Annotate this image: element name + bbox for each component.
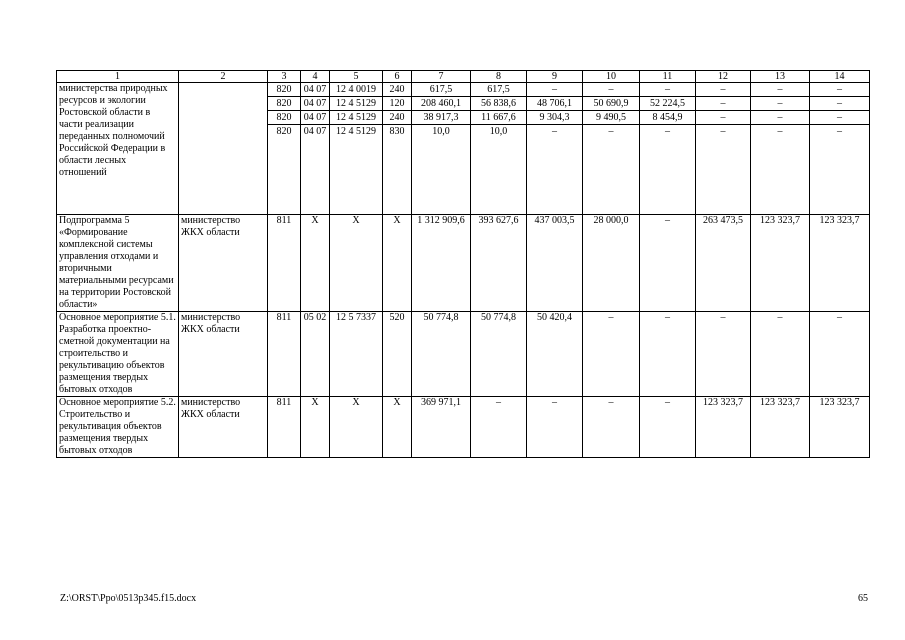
table-cell: – [751,97,810,111]
header-cell: 10 [583,71,640,83]
header-cell: 9 [527,71,583,83]
table-cell: – [810,97,870,111]
footer-file-path: Z:\ORST\Ppo\0513p345.f15.docx [60,593,197,604]
header-cell: 11 [640,71,696,83]
table-cell: – [696,312,751,397]
table-cell: 811 [268,312,301,397]
row-name-subprogram-5: Подпрограмма 5 «Формирование комплексной системы управления отходами и вторичными материальными ресурсами на территории Ростовской области» [57,215,179,312]
table-row [57,215,870,312]
table-cell: Х [383,215,412,312]
row-org-empty [179,83,268,215]
table-cell: 240 [383,111,412,125]
table-cell: – [583,397,640,458]
table-cell: – [696,111,751,125]
table-cell: 820 [268,83,301,97]
table-cell: 52 224,5 [640,97,696,111]
table-cell: 9 304,3 [527,111,583,125]
table-cell: – [640,215,696,312]
table-cell: 617,5 [471,83,527,97]
table-cell: Х [301,397,330,458]
table-row [57,397,870,458]
table-cell: 50 774,8 [471,312,527,397]
table-cell: 04 07 [301,83,330,97]
table-cell: 120 [383,97,412,111]
table-cell: 50 774,8 [412,312,471,397]
table-cell: 240 [383,83,412,97]
table-cell: 8 454,9 [640,111,696,125]
table-cell: – [696,97,751,111]
table-cell: – [471,397,527,458]
table-cell: 48 706,1 [527,97,583,111]
header-cell: 12 [696,71,751,83]
table-cell: 123 323,7 [751,397,810,458]
header-cell: 6 [383,71,412,83]
table-cell: 04 07 [301,125,330,215]
table-cell: 12 4 5129 [330,111,383,125]
table-cell: – [583,312,640,397]
table-cell: – [751,312,810,397]
table-cell: 12 5 7337 [330,312,383,397]
table-cell: – [527,125,583,215]
row-org: министерство ЖКХ области [179,215,268,312]
table-cell: – [810,125,870,215]
table-cell: 50 420,4 [527,312,583,397]
table-cell: 04 07 [301,111,330,125]
table-cell: 04 07 [301,97,330,111]
table-cell: Х [383,397,412,458]
table-cell: 811 [268,397,301,458]
header-cell: 8 [471,71,527,83]
table-cell: – [751,111,810,125]
table-cell: 820 [268,125,301,215]
table-cell: – [640,312,696,397]
table-cell: 208 460,1 [412,97,471,111]
table-cell: 820 [268,97,301,111]
table-cell: 369 971,1 [412,397,471,458]
table-cell: 811 [268,215,301,312]
table-cell: 11 667,6 [471,111,527,125]
table-cell: 123 323,7 [696,397,751,458]
row-name-ministry-natural-resources: министерства природных ресурсов и экологии Ростовской области в части реализации переданных полномочий Российской Федерации в области лесных отношений [57,83,179,215]
table-cell: 393 627,6 [471,215,527,312]
header-cell: 1 [57,71,179,83]
table-cell: – [751,83,810,97]
row-name-activity-5-2: Основное мероприятие 5.2. Строительство и рекультивация объектов размещения твердых бытовых отходов [57,397,179,458]
table-row [57,83,870,97]
page-number: 65 [858,593,868,604]
table-cell: – [640,125,696,215]
table-cell: 50 690,9 [583,97,640,111]
header-cell: 5 [330,71,383,83]
table-cell: – [696,125,751,215]
table-cell: 123 323,7 [810,215,870,312]
table-cell: 123 323,7 [751,215,810,312]
table-cell: – [527,397,583,458]
table-cell: – [751,125,810,215]
header-cell: 3 [268,71,301,83]
table-cell: 28 000,0 [583,215,640,312]
table-cell: 9 490,5 [583,111,640,125]
table-cell: 56 838,6 [471,97,527,111]
table-cell: 830 [383,125,412,215]
table-cell: Х [330,215,383,312]
row-name-activity-5-1: Основное мероприятие 5.1. Разработка проектно-сметной документации на строительство и рекультивацию объектов размещения твердых бытовых отходов [57,312,179,397]
table-cell: 617,5 [412,83,471,97]
table-cell: – [810,111,870,125]
table-cell: 12 4 5129 [330,97,383,111]
table-cell: 10,0 [471,125,527,215]
table-cell: – [810,312,870,397]
header-cell: 2 [179,71,268,83]
table-cell: 263 473,5 [696,215,751,312]
table-cell: – [583,125,640,215]
table-cell: 520 [383,312,412,397]
header-cell: 7 [412,71,471,83]
table-cell: 12 4 5129 [330,125,383,215]
row-org: министерство ЖКХ области [179,312,268,397]
budget-table [56,70,870,458]
table-cell: 12 4 0019 [330,83,383,97]
header-cell: 14 [810,71,870,83]
header-cell: 4 [301,71,330,83]
header-cell: 13 [751,71,810,83]
table-cell: 10,0 [412,125,471,215]
table-cell: – [527,83,583,97]
table-cell: 38 917,3 [412,111,471,125]
table-cell: Х [301,215,330,312]
table-cell: Х [330,397,383,458]
table-cell: 1 312 909,6 [412,215,471,312]
row-org: министерство ЖКХ области [179,397,268,458]
header-row [57,71,870,83]
table-cell: – [583,83,640,97]
table-cell: 437 003,5 [527,215,583,312]
table-cell: – [810,83,870,97]
table-cell: – [696,83,751,97]
table-cell: 05 02 [301,312,330,397]
table-cell: – [640,83,696,97]
table-cell: – [640,397,696,458]
table-cell: 820 [268,111,301,125]
table-row [57,312,870,397]
table-cell: 123 323,7 [810,397,870,458]
